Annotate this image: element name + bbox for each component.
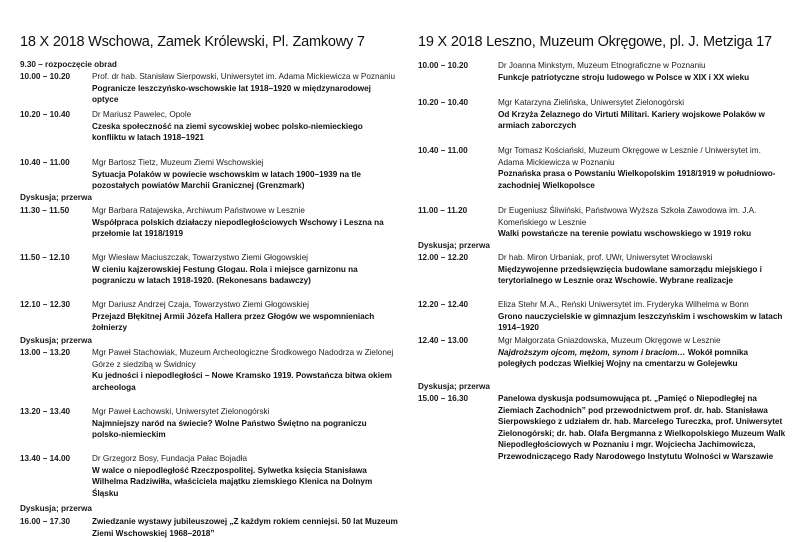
time-slot: 12.20 – 12.40 [418,300,469,309]
talk-title: Najmniejszy naród na świecie? Wolne Państwo Świętno na pograniczu polsko-niemieckim [92,418,367,439]
talk-title [498,347,788,370]
talk-title: Od Krzyża Żelaznego do Virtuti Militari. Kariery wojskowe Polaków w armiach zaborczych [498,109,765,130]
discussion-break: Dyskusja; przerwa [418,241,490,250]
talk-title: Czeska społeczność na ziemi sycowskiej wobec polsko-niemieckiego konfliktu w latach 1918–1921 [92,121,363,142]
speaker: Mgr Barbara Ratajewska, Archiwum Państwowe w Lesznie [92,206,305,215]
time-slot: 11.50 – 12.10 [20,253,70,262]
time-slot: 13.00 – 13.20 [20,348,71,357]
speaker: Prof. dr hab. Stanisław Sierpowski, Uniwersytet im. Adama Mickiewicza w Poznaniu [92,72,396,81]
time-slot: 12.10 – 12.30 [20,300,71,309]
speaker: Mgr Bartosz Tietz, Muzeum Ziemi Wschowskiej [92,158,264,167]
speaker: Dr Grzegorz Bosy, Fundacja Pałac Bojadła [92,454,248,463]
speaker: Mgr Wiesław Maciuszczak, Towarzystwo Ziemi Głogowskiej [92,253,308,262]
time-slot: 10.00 – 10.20 [20,72,71,81]
talk-title: Zwiedzanie wystawy jubileuszowej „Z każdym rokiem cenniejsi. 50 lat Muzeum Ziemi Wschowskiej 1968–2018” [92,517,398,538]
time-slot: 15.00 – 16.30 [418,394,469,403]
discussion-break: Dyskusja; przerwa [20,193,92,202]
talk-title-italic: Najdroższym ojcom, mężom, synom i braciom… [498,347,686,357]
talk-title: Panelowa dyskusja podsumowująca pt. „Pamięć o Niepodległej na Ziemiach Zachodnich” pod przewodnictwem prof. dr. hab. Stanisława Sierpowskiego z udziałem dr. hab. Marcelego Tureczka, prof. Uniwersytet Zielonogórski; dr. hab. Olafa Bergmanna z Wielkopolskiego Muzeum Walk Niepodległościowych w Poznaniu i mgr. Wojciecha Jachimowicza, Przewodniczącego Rady Narodowego Instytutu Wolności w Warszawie [498,394,786,461]
speaker: Mgr Małgorzata Gniazdowska, Muzeum Okręgowe w Lesznie [498,336,721,345]
talk-title: Walki powstańcze na terenie powiatu wschowskiego w 1919 roku [498,229,752,238]
speaker: Mgr Dariusz Andrzej Czaja, Towarzystwo Ziemi Głogowskiej [92,300,309,309]
speaker: Dr Mariusz Pawelec, Opole [92,110,192,119]
time-slot: 10.00 – 10.20 [418,61,469,70]
speaker: Eliza Stehr M.A., Reński Uniwersytet im. Fryderyka Wilhelma w Bonn [498,300,749,309]
talk-title: W cieniu kajzerowskiej Festung Glogau. Rola i miejsce garnizonu na pograniczu w latach 1918-1920. (Rekonesans badawczy) [92,264,358,285]
discussion-break: Dyskusja; przerwa [20,336,92,345]
speaker: Dr Eugeniusz Śliwiński, Państwowa Wyższa Szkoła Zawodowa im. J.A. Komeńskiego w Lesznie [498,206,757,227]
day-2-heading: 19 X 2018 Leszno, Muzeum Okręgowe, pl. J. Metziga 17 [418,34,772,50]
speaker: Dr Joanna Minkstym, Muzeum Etnograficzne w Poznaniu [498,61,706,70]
discussion-break: Dyskusja; przerwa [418,382,490,391]
time-slot: 12.40 – 13.00 [418,336,469,345]
talk-title: Międzywojenne przedsięwzięcia budowlane samorządu miejskiego i terytorialnego w Lesznie oraz Wschowie. Wybrane realizacje [498,264,762,285]
day-1-heading: 18 X 2018 Wschowa, Zamek Królewski, Pl. Zamkowy 7 [20,34,365,50]
time-slot: 11.00 – 11.20 [418,206,468,215]
discussion-break: Dyskusja; przerwa [20,504,92,513]
talk-title: Współpraca polskich działaczy niepodległościowych Wschowy i Leszna na przełomie lat 1918/1919 [92,217,384,238]
speaker: Mgr Katarzyna Zielińska, Uniwersytet Zielonogórski [498,98,685,107]
time-slot: 13.40 – 14.00 [20,454,71,463]
time-slot: 10.20 – 10.40 [20,110,71,119]
speaker: Mgr Paweł Stachowiak, Muzeum Archeologiczne Środkowego Nadodrza w Zielonej Górze z siedzibą w Świdnicy [92,348,394,369]
time-slot: 11.30 – 11.50 [20,206,70,215]
talk-title: Ku jedności i niepodległości – Nowe Kramsko 1919. Powstańcza bitwa okiem archeologa [92,371,392,392]
talk-title: Sytuacja Polaków w powiecie wschowskim w latach 1900–1939 na tle pozostałych powiatów Marchii Granicznej (Grenzmark) [92,169,361,190]
talk-title: Poznańska prasa o Powstaniu Wielkopolskim 1918/1919 w południowo-zachodniej Wielkopolsce [498,169,776,190]
time-slot: 10.40 – 11.00 [418,146,468,155]
time-slot: 10.40 – 11.00 [20,158,70,167]
time-slot: 16.00 – 17.30 [20,517,71,526]
talk-title: Funkcje patriotyczne stroju ludowego w Polsce w XIX i XX wieku [498,72,750,82]
time-slot: 10.20 – 10.40 [418,98,469,107]
time-slot: 13.20 – 13.40 [20,407,71,416]
speaker: Mgr Tomasz Kościański, Muzeum Okręgowe w Lesznie / Uniwersytet im. Adama Mickiewicza w Poznaniu [498,146,761,167]
talk-title: Pogranicze leszczyńsko-wschowskie lat 1918–1920 w międzynarodowej optyce [92,83,371,104]
talk-title-rest: Wokół pomnika poległych podczas Wielkiej Wojny na cmentarzu w Golejewku [498,347,749,368]
opening-note: 9.30 – rozpoczęcie obrad [20,60,117,69]
talk-title: Przejazd Błękitnej Armii Józefa Hallera przez Głogów we wspomnieniach żołnierzy [92,311,375,332]
talk-title: Grono nauczycielskie w gimnazjum leszczyńskim i wschowskim w latach 1914–1920 [498,311,783,332]
talk-title: W walce o niepodległość Rzeczpospolitej. Sylwetka księcia Stanisława Wilhelma Radziwiłła, właściciela majątku ziemskiego Klenica na Dolnym Śląsku [92,465,373,498]
speaker: Dr hab. Miron Urbaniak, prof. UWr, Uniwersytet Wrocławski [498,253,713,262]
time-slot: 12.00 – 12.20 [418,253,469,262]
speaker: Mgr Paweł Łachowski, Uniwersytet Zielonogórski [92,407,270,416]
